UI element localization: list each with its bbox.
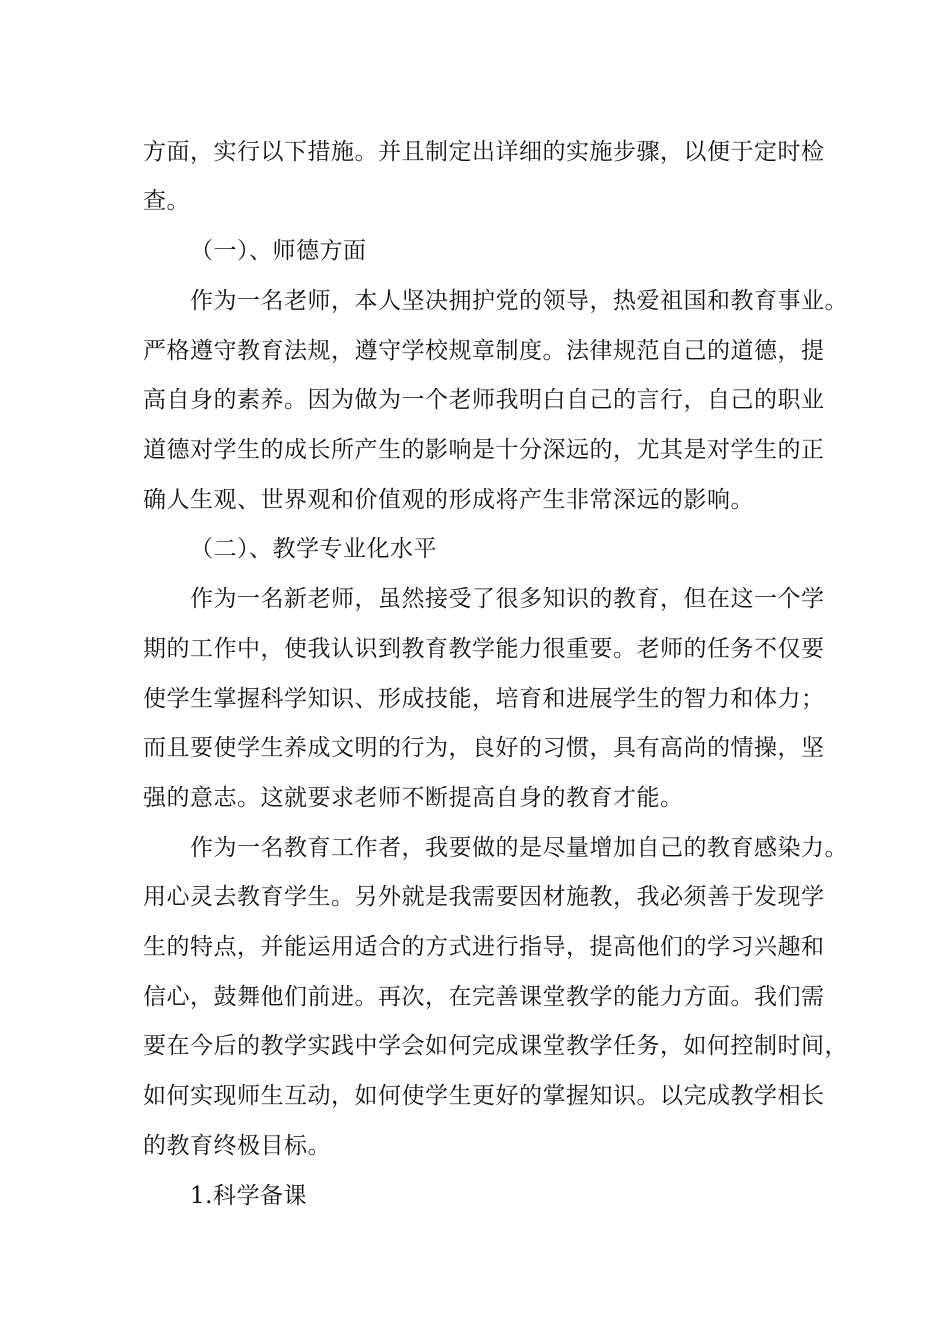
text-line: 使学生掌握科学知识、形成技能，培育和进展学生的智力和体力；	[143, 686, 825, 712]
text-line: 的教育终极目标。	[143, 1133, 331, 1159]
text-line: 信心，鼓舞他们前进。再次，在完善课堂教学的能力方面。我们需	[143, 984, 825, 1010]
text-line: 要在今后的教学实践中学会如何完成课堂教学任务，如何控制时间，	[143, 1033, 848, 1059]
text-line: 生的特点，并能运用适合的方式进行指导，提高他们的学习兴趣和	[143, 934, 825, 960]
text-line: 高自身的素养。因为做为一个老师我明白自己的言行，自己的职业	[143, 387, 825, 413]
text-line: 期的工作中，使我认识到教育教学能力很重要。老师的任务不仅要	[143, 636, 825, 662]
numbered-heading: 1.科学备课	[190, 1183, 307, 1209]
text-line: 道德对学生的成长所产生的影响是十分深远的，尤其是对学生的正	[143, 437, 825, 463]
text-line: 如何实现师生互动，如何使学生更好的掌握知识。以完成教学相长	[143, 1083, 825, 1109]
text-line: 而且要使学生养成文明的行为，良好的习惯，具有高尚的情操，坚	[143, 735, 825, 761]
text-line: 作为一名新老师，虽然接受了很多知识的教育，但在这一个学	[190, 586, 825, 612]
text-line: 严格遵守教育法规，遵守学校规章制度。法律规范自己的道德，提	[143, 338, 825, 364]
section-heading: （二）、教学专业化水平	[190, 536, 437, 562]
text-line: 查。	[143, 188, 190, 214]
section-heading: （一）、师德方面	[190, 238, 367, 264]
text-line: 方面，实行以下措施。并且制定出详细的实施步骤，以便于定时检	[143, 139, 825, 165]
text-line: 作为一名教育工作者，我要做的是尽量增加自己的教育感染力。	[190, 835, 848, 861]
text-line: 用心灵去教育学生。另外就是我需要因材施教，我必须善于发现学	[143, 884, 825, 910]
text-line: 作为一名老师，本人坚决拥护党的领导，热爱祖国和教育事业。	[190, 288, 848, 314]
text-line: 确人生观、世界观和价值观的形成将产生非常深远的影响。	[143, 487, 754, 513]
text-line: 强的意志。这就要求老师不断提高自身的教育才能。	[143, 785, 684, 811]
